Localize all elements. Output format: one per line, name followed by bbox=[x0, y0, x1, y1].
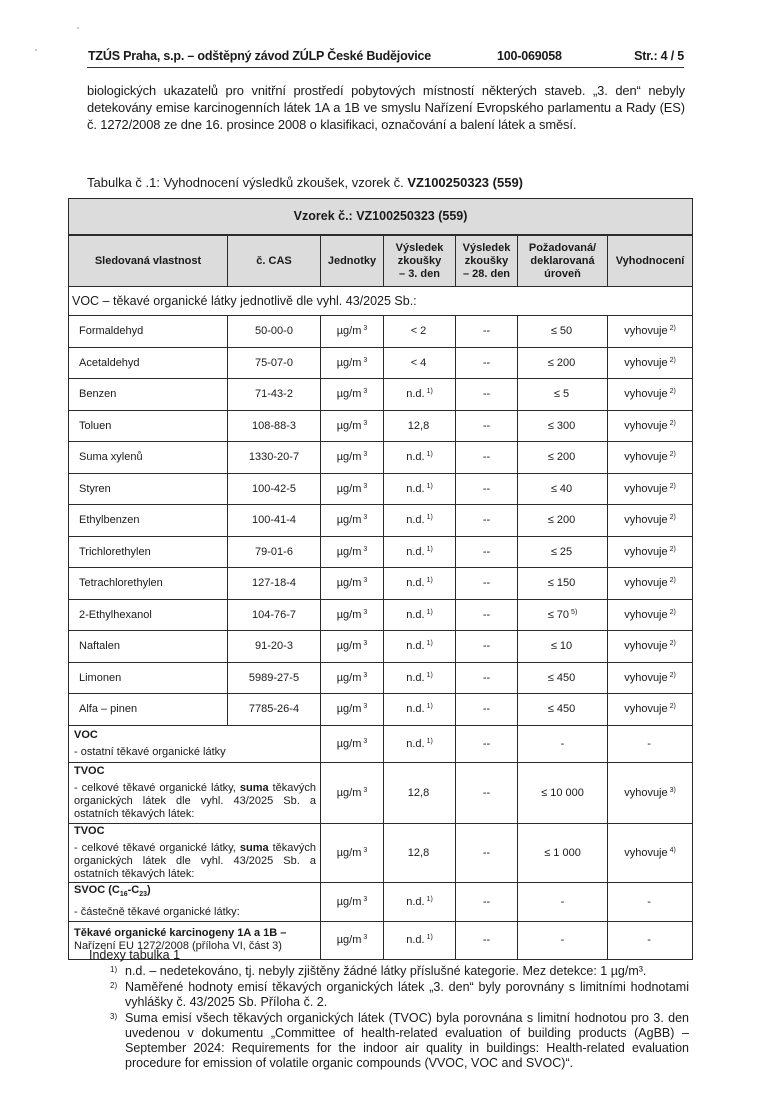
summary-description: - ostatní těkavé organické látky bbox=[74, 745, 226, 758]
sample-title: Vzorek č.: VZ100250323 (559) bbox=[69, 199, 693, 236]
summary-title: SVOC $(C_{16}-C_{23})$ bbox=[74, 884, 151, 899]
cell-unit: µg/m $^3$ bbox=[321, 762, 384, 823]
cell-unit: µg/m $^3$ bbox=[321, 410, 384, 442]
cell-result-day3: n.d. $^{1)}$ bbox=[384, 379, 456, 411]
cell-limit: ≤ 10 bbox=[518, 631, 608, 663]
cell-property: Acetaldehyd bbox=[69, 347, 228, 379]
table-row bbox=[69, 536, 693, 568]
cell-result-day3: 12,8 bbox=[384, 410, 456, 442]
cell-limit: ≤ 5 bbox=[518, 379, 608, 411]
cell-property: Alfa – pinen bbox=[69, 694, 228, 726]
cell-cas: 104-76-7 bbox=[228, 599, 321, 631]
cell-cas: 108-88-3 bbox=[228, 410, 321, 442]
cell-evaluation: vyhovuje $^{2)}$ bbox=[608, 379, 693, 411]
cell-cas: 100-41-4 bbox=[228, 505, 321, 537]
cell-result-day28: -- bbox=[456, 662, 518, 694]
table-row bbox=[69, 379, 693, 411]
voc-rows bbox=[69, 316, 693, 726]
cell-unit: µg/m $^3$ bbox=[321, 473, 384, 505]
summary-description: - celkové těkavé organické látky, suma těkavých organických látek dle vyhl. 43/2025 Sb. a ostatních těkavých látek: bbox=[74, 841, 317, 880]
cell-limit: ≤ 50 bbox=[518, 316, 608, 348]
cell-evaluation: vyhovuje $^{2)}$ bbox=[608, 536, 693, 568]
cell-result-day28: -- bbox=[456, 725, 518, 762]
cell-result-day28: -- bbox=[456, 505, 518, 537]
summary-description: - částečně těkavé organické látky: bbox=[74, 905, 240, 918]
footnote-item bbox=[89, 964, 689, 979]
header-organization: TZÚS Praha, s.p. – odštěpný závod ZÚLP České Budějovice bbox=[88, 49, 432, 63]
cell-unit: µg/m $^3$ bbox=[321, 568, 384, 600]
table-row bbox=[69, 473, 693, 505]
cell-result-day3: n.d. $^{1)}$ bbox=[384, 536, 456, 568]
cell-unit: µg/m $^3$ bbox=[321, 347, 384, 379]
cell-result-day3: n.d. $^{1)}$ bbox=[384, 631, 456, 663]
cell-limit: ≤ 200 bbox=[518, 347, 608, 379]
cell-result-day28: -- bbox=[456, 347, 518, 379]
cell-property: Tetrachlorethylen bbox=[69, 568, 228, 600]
footnote-ref: 2) bbox=[669, 545, 676, 553]
cell-result-day3: 12,8 bbox=[384, 823, 456, 882]
cell-result-day3: n.d. $^{1)}$ bbox=[384, 473, 456, 505]
cell-limit: ≤ 70 $^{5)}$ bbox=[518, 599, 608, 631]
cell-result-day3: < 4 bbox=[384, 347, 456, 379]
cell-cas: 50-00-0 bbox=[228, 316, 321, 348]
cell-evaluation: vyhovuje $^{2)}$ bbox=[608, 694, 693, 726]
cell-evaluation: vyhovuje $^{2)}$ bbox=[608, 631, 693, 663]
table-row bbox=[69, 662, 693, 694]
summary-title: TVOC bbox=[74, 824, 105, 837]
cell-result-day3: 12,8 bbox=[384, 762, 456, 823]
cell-evaluation: vyhovuje $^{3)}$ bbox=[608, 762, 693, 823]
summary-description: - celkové těkavé organické látky, suma těkavých organických látek dle vyhl. 43/2025 Sb. a ostatních těkavých látek: bbox=[74, 781, 317, 820]
summary-description: Nařízení EU 1272/2008 (příloha VI, část 3) bbox=[74, 940, 282, 952]
cell-evaluation: vyhovuje $^{2)}$ bbox=[608, 505, 693, 537]
footnote-text: Suma emisí všech těkavých organických látek (TVOC) byla porovnána s limitní hodnotou pro 3. den uvedenou v dokumentu „Committee of health-related evaluation of building products (AgBB) – September 2024: Requirements for the indoor air quality in buildings: Health-related evaluation procedure for emission of volatile organic compounds (VVOC, VOC and SVOC)“. bbox=[125, 1011, 689, 1070]
cell-property bbox=[69, 823, 321, 882]
header-page-number: Str.: 4 / 5 bbox=[634, 49, 684, 63]
cell-limit: ≤ 1 000 bbox=[518, 823, 608, 882]
cell-result-day28: -- bbox=[456, 921, 518, 959]
cell-property: Styren bbox=[69, 473, 228, 505]
cell-result-day3: n.d. $^{1)}$ bbox=[384, 568, 456, 600]
footnote-ref: 2) bbox=[669, 514, 676, 522]
table-row bbox=[69, 599, 693, 631]
footnote-ref: 2) bbox=[669, 671, 676, 679]
footnote-index: 2) bbox=[110, 981, 118, 990]
footnote-ref: 2) bbox=[669, 482, 676, 490]
col-header-result-day3: Výsledek zkoušky – 3. den bbox=[384, 235, 456, 287]
col-header-evaluation: Vyhodnocení bbox=[608, 235, 693, 287]
cell-limit: ≤ 25 bbox=[518, 536, 608, 568]
cell-unit: µg/m $^3$ bbox=[321, 505, 384, 537]
cell-result-day3: n.d. $^{1)}$ bbox=[384, 505, 456, 537]
page-header bbox=[87, 49, 684, 68]
cell-cas: 100-42-5 bbox=[228, 473, 321, 505]
footnote-ref: 1) bbox=[426, 934, 433, 941]
cell-result-day28: -- bbox=[456, 823, 518, 882]
summary-title: Těkavé organické karcinogeny 1A a 1B – bbox=[74, 927, 287, 939]
cell-evaluation: - bbox=[608, 921, 693, 959]
summary-title: VOC bbox=[74, 728, 98, 741]
cell-result-day28: -- bbox=[456, 316, 518, 348]
col-header-required-level: Požadovaná/ deklarovaná úroveň bbox=[518, 235, 608, 287]
cell-result-day3: < 2 bbox=[384, 316, 456, 348]
cell-evaluation: vyhovuje $^{2)}$ bbox=[608, 568, 693, 600]
cell-unit: µg/m $^3$ bbox=[321, 725, 384, 762]
footnote-ref: 1) bbox=[426, 640, 433, 648]
cell-evaluation: vyhovuje $^{4)}$ bbox=[608, 823, 693, 882]
caption-sample-id: VZ100250323 (559) bbox=[407, 175, 524, 190]
footnote-ref: 1) bbox=[426, 388, 433, 396]
footnote-ref: 2) bbox=[669, 356, 676, 364]
footnote-item bbox=[89, 1011, 689, 1071]
intro-paragraph: biologických ukazatelů pro vnitřní prostředí pobytových místností některých staveb. „3. den“ nebyly detekovány emise karcinogenních látek 1A a 1B ve smyslu Nařízení Evropského parlamentu a Rady (ES) č. 1272/2008 ze dne 16. prosince 2008 o klasifikaci, označování a balení látek a směsí. bbox=[87, 83, 685, 132]
section-row-voc bbox=[69, 287, 693, 316]
notes-title: Indexy tabulka 1 bbox=[89, 948, 181, 962]
footnote-ref: 2) bbox=[669, 640, 676, 648]
footnote-text: n.d. – nedetekováno, tj. nebyly zjištěny žádné látky příslušné kategorie. Mez detekce: 1 µg/m³. bbox=[125, 964, 647, 978]
cell-evaluation: vyhovuje $^{2)}$ bbox=[608, 410, 693, 442]
header-document-number: 100-069058 bbox=[497, 49, 562, 63]
cell-property: Toluen bbox=[69, 410, 228, 442]
cell-evaluation: vyhovuje $^{2)}$ bbox=[608, 599, 693, 631]
footnote-item bbox=[89, 980, 689, 1010]
cell-evaluation: - bbox=[608, 882, 693, 921]
cell-property bbox=[69, 882, 321, 921]
col-header-cas: č. CAS bbox=[228, 235, 321, 287]
cell-unit: µg/m $^3$ bbox=[321, 599, 384, 631]
cell-result-day3: n.d. $^{1)}$ bbox=[384, 725, 456, 762]
cell-result-day3: n.d. $^{1)}$ bbox=[384, 694, 456, 726]
scan-speck bbox=[35, 49, 37, 51]
table-row bbox=[69, 694, 693, 726]
cell-limit: ≤ 450 bbox=[518, 694, 608, 726]
cell-limit: ≤ 300 bbox=[518, 410, 608, 442]
cell-property: Suma xylenů bbox=[69, 442, 228, 474]
cell-property: Limonen bbox=[69, 662, 228, 694]
cell-cas: 7785-26-4 bbox=[228, 694, 321, 726]
footnote-ref: 1) bbox=[426, 895, 433, 903]
cell-result-day28: -- bbox=[456, 410, 518, 442]
cell-unit: µg/m $^3$ bbox=[321, 536, 384, 568]
table-notes bbox=[89, 948, 689, 1072]
summary-row-tvoc-agbb bbox=[69, 762, 693, 823]
footnote-ref: 1) bbox=[426, 545, 433, 553]
cell-limit: ≤ 10 000 bbox=[518, 762, 608, 823]
table-row bbox=[69, 316, 693, 348]
cell-cas: 1330-20-7 bbox=[228, 442, 321, 474]
summary-rows bbox=[69, 725, 693, 959]
cell-result-day28: -- bbox=[456, 473, 518, 505]
cell-result-day28: -- bbox=[456, 568, 518, 600]
cell-evaluation: - bbox=[608, 725, 693, 762]
notes-list bbox=[89, 964, 689, 1071]
cell-result-day28: -- bbox=[456, 631, 518, 663]
table-caption bbox=[87, 175, 523, 190]
table-title-row bbox=[69, 199, 693, 236]
footnote-ref: 1) bbox=[426, 703, 433, 711]
cell-cas: 71-43-2 bbox=[228, 379, 321, 411]
cell-limit: ≤ 200 bbox=[518, 505, 608, 537]
cell-cas: 75-07-0 bbox=[228, 347, 321, 379]
cell-property bbox=[69, 725, 321, 762]
cell-result-day28: -- bbox=[456, 762, 518, 823]
caption-prefix: Tabulka č .1: Vyhodnocení výsledků zkoušek, vzorek č. bbox=[87, 175, 408, 190]
cell-result-day28: -- bbox=[456, 536, 518, 568]
footnote-ref: 1) bbox=[426, 577, 433, 585]
footnote-ref: 2) bbox=[669, 608, 676, 616]
cell-result-day3: n.d. $^{1)}$ bbox=[384, 599, 456, 631]
footnote-ref: 2) bbox=[669, 577, 676, 585]
cell-limit: ≤ 150 bbox=[518, 568, 608, 600]
footnote-ref: 4) bbox=[669, 846, 676, 854]
cell-result-day3: n.d. $^{1)}$ bbox=[384, 882, 456, 921]
footnote-ref: 1) bbox=[426, 451, 433, 459]
footnote-ref: 2) bbox=[669, 388, 676, 396]
footnote-ref: 1) bbox=[426, 514, 433, 522]
summary-row-tvoc-decree bbox=[69, 823, 693, 882]
cell-limit: - bbox=[518, 921, 608, 959]
footnote-ref: 1) bbox=[426, 737, 433, 745]
footnote-ref: 2) bbox=[669, 451, 676, 459]
table-row bbox=[69, 347, 693, 379]
col-header-result-day28: Výsledek zkoušky – 28. den bbox=[456, 235, 518, 287]
section-label: VOC – těkavé organické látky jednotlivě dle vyhl. 43/2025 Sb.: bbox=[69, 287, 693, 316]
cell-limit: ≤ 450 bbox=[518, 662, 608, 694]
footnote-index: 1) bbox=[110, 965, 118, 974]
cell-limit: - bbox=[518, 725, 608, 762]
cell-evaluation: vyhovuje $^{2)}$ bbox=[608, 347, 693, 379]
summary-row-voc bbox=[69, 725, 693, 762]
cell-unit: µg/m $^3$ bbox=[321, 882, 384, 921]
cell-cas: 91-20-3 bbox=[228, 631, 321, 663]
cell-limit: ≤ 200 bbox=[518, 442, 608, 474]
col-header-property: Sledovaná vlastnost bbox=[69, 235, 228, 287]
footnote-ref: 2) bbox=[669, 419, 676, 427]
cell-property: Formaldehyd bbox=[69, 316, 228, 348]
cell-result-day28: -- bbox=[456, 599, 518, 631]
results-table bbox=[68, 198, 693, 960]
footnote-text: Naměřené hodnoty emisí těkavých organických látek „3. den“ byly porovnány s limitními hodnotami vyhlášky č. 43/2025 Sb. Příloha č. 2. bbox=[125, 980, 689, 1009]
cell-unit: µg/m $^3$ bbox=[321, 631, 384, 663]
table-row bbox=[69, 631, 693, 663]
table-row bbox=[69, 442, 693, 474]
table-row bbox=[69, 505, 693, 537]
footnote-ref: 5) bbox=[571, 608, 578, 616]
scan-speck bbox=[77, 27, 79, 29]
cell-result-day28: -- bbox=[456, 694, 518, 726]
cell-property bbox=[69, 762, 321, 823]
cell-property: Benzen bbox=[69, 379, 228, 411]
cell-cas: 79-01-6 bbox=[228, 536, 321, 568]
cell-property: 2-Ethylhexanol bbox=[69, 599, 228, 631]
cell-unit: µg/m $^3$ bbox=[321, 921, 384, 959]
footnote-ref: 2) bbox=[669, 325, 676, 333]
table-row bbox=[69, 410, 693, 442]
footnote-ref: 2) bbox=[669, 703, 676, 711]
footnote-ref: 3) bbox=[669, 786, 676, 794]
cell-unit: µg/m $^3$ bbox=[321, 694, 384, 726]
cell-evaluation: vyhovuje $^{2)}$ bbox=[608, 442, 693, 474]
cell-result-day28: -- bbox=[456, 882, 518, 921]
summary-title: TVOC bbox=[74, 764, 105, 777]
cell-property: Naftalen bbox=[69, 631, 228, 663]
col-header-units: Jednotky bbox=[321, 235, 384, 287]
cell-unit: µg/m $^3$ bbox=[321, 662, 384, 694]
cell-result-day3: n.d. $^{1)}$ bbox=[384, 662, 456, 694]
cell-unit: µg/m $^3$ bbox=[321, 316, 384, 348]
cell-evaluation: vyhovuje $^{2)}$ bbox=[608, 473, 693, 505]
cell-property: Trichlorethylen bbox=[69, 536, 228, 568]
cell-property: Ethylbenzen bbox=[69, 505, 228, 537]
cell-unit: µg/m $^3$ bbox=[321, 379, 384, 411]
cell-result-day3: n.d. $^{1)}$ bbox=[384, 442, 456, 474]
footnote-ref: 1) bbox=[426, 671, 433, 679]
cell-evaluation: vyhovuje $^{2)}$ bbox=[608, 316, 693, 348]
cell-cas: 127-18-4 bbox=[228, 568, 321, 600]
cell-result-day28: -- bbox=[456, 442, 518, 474]
cell-limit: - bbox=[518, 882, 608, 921]
cell-limit: ≤ 40 bbox=[518, 473, 608, 505]
cell-evaluation: vyhovuje $^{2)}$ bbox=[608, 662, 693, 694]
table-row bbox=[69, 568, 693, 600]
cell-result-day28: -- bbox=[456, 379, 518, 411]
cell-unit: µg/m $^3$ bbox=[321, 442, 384, 474]
footnote-ref: 1) bbox=[426, 482, 433, 490]
summary-row-svoc bbox=[69, 882, 693, 921]
footnote-ref: 1) bbox=[426, 608, 433, 616]
cell-cas: 5989-27-5 bbox=[228, 662, 321, 694]
table-header-row bbox=[69, 235, 693, 287]
cell-unit: µg/m $^3$ bbox=[321, 823, 384, 882]
cell-result-day3: n.d. $^{1)}$ bbox=[384, 921, 456, 959]
footnote-index: 3) bbox=[110, 1012, 118, 1021]
